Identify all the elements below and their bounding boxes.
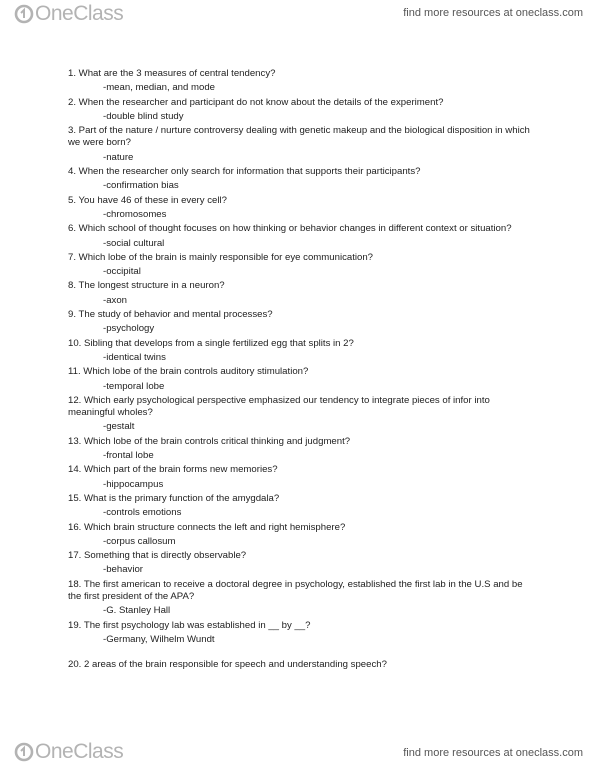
answer-15: -controls emotions xyxy=(103,507,182,519)
oneclass-logo-footer[interactable] xyxy=(14,740,123,764)
answer-7: -occipital xyxy=(103,266,141,278)
question-9: 9. The study of behavior and mental processes? xyxy=(68,309,273,321)
question-1: 1. What are the 3 measures of central tendency? xyxy=(68,68,276,79)
answer-16: -corpus callosum xyxy=(103,535,176,547)
question-3: 3. Part of the nature / nurture controversy dealing with genetic makeup and the biological disposition in which we were born? xyxy=(68,125,530,149)
answer-13: -frontal lobe xyxy=(103,450,154,462)
answer-6: -social cultural xyxy=(103,237,165,249)
page-footer xyxy=(0,738,595,768)
answer-19: -Germany, Wilhelm Wundt xyxy=(103,633,215,645)
answer-4: -confirmation bias xyxy=(103,180,179,192)
question-5: 5. You have 46 of these in every cell? xyxy=(68,194,227,206)
qa-list xyxy=(68,68,538,646)
oneclass-logo[interactable] xyxy=(14,2,123,26)
resources-link[interactable]: find more resources at oneclass.com xyxy=(403,7,583,19)
answer-8: -axon xyxy=(103,294,127,306)
question-2: 2. When the researcher and participant do not know about the details of the experiment? xyxy=(68,96,444,108)
question-14: 14. Which part of the brain forms new memories? xyxy=(68,464,278,476)
answer-1: -mean, median, and mode xyxy=(103,82,215,94)
answer-12: -gestalt xyxy=(103,421,135,433)
question-16: 16. Which brain structure connects the left and right hemisphere? xyxy=(68,521,346,533)
answer-11: -temporal lobe xyxy=(103,380,165,392)
answer-17: -behavior xyxy=(103,564,143,576)
question-6: 6. Which school of thought focuses on how thinking or behavior changes in different context or situation? xyxy=(68,223,512,235)
question-20: 20. 2 areas of the brain responsible for speech and understanding speech? xyxy=(68,659,387,671)
question-13: 13. Which lobe of the brain controls critical thinking and judgment? xyxy=(68,435,351,447)
oneclass-logo-icon xyxy=(14,742,34,762)
answer-14: -hippocampus xyxy=(103,478,164,490)
logo-text: OneClass xyxy=(35,2,124,25)
question-15: 15. What is the primary function of the amygdala? xyxy=(68,492,280,504)
answer-5: -chromosomes xyxy=(103,208,167,220)
resources-link-footer[interactable]: find more resources at oneclass.com xyxy=(403,747,583,759)
study-guide-content xyxy=(68,68,538,671)
answer-3: -nature xyxy=(103,151,134,163)
oneclass-logo-icon xyxy=(14,4,34,24)
question-11: 11. Which lobe of the brain controls auditory stimulation? xyxy=(68,366,309,378)
question-18: 18. The first american to receive a doctoral degree in psychology, established the first lab in the U.S and be the first president of the APA? xyxy=(68,578,523,602)
answer-10: -identical twins xyxy=(103,351,166,363)
question-10: 10. Sibling that develops from a single fertilized egg that splits in 2? xyxy=(68,337,354,349)
answer-9: -psychology xyxy=(103,323,155,335)
answer-2: -double blind study xyxy=(103,110,184,122)
question-4: 4. When the researcher only search for information that supports their participants? xyxy=(68,166,421,178)
question-12: 12. Which early psychological perspective emphasized our tendency to integrate pieces of infor into meaningful wholes? xyxy=(68,394,490,419)
question-7: 7. Which lobe of the brain is mainly responsible for eye communication? xyxy=(68,251,374,263)
logo-text: OneClass xyxy=(35,740,124,763)
page-header xyxy=(0,0,595,30)
question-17: 17. Something that is directly observable? xyxy=(68,550,247,562)
question-8: 8. The longest structure in a neuron? xyxy=(68,280,225,292)
answer-18: -G. Stanley Hall xyxy=(103,605,171,617)
question-19: 19. The first psychology lab was established in __ by __? xyxy=(68,619,311,631)
